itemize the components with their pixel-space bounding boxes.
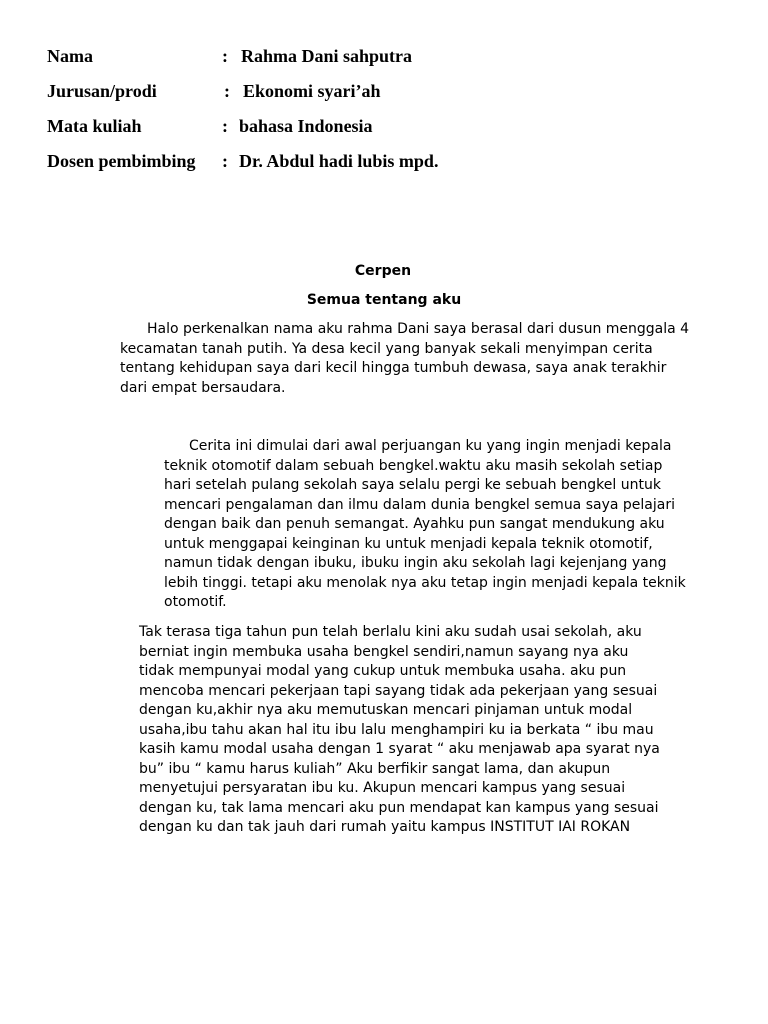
- paragraph-line: tentang kehidupan saya dari kecil hingga tumbuh dewasa, saya anak terakhir: [120, 360, 667, 376]
- paragraph-line: dengan ku, tak lama mencari aku pun mendapat kan kampus yang sesuai: [139, 799, 659, 816]
- paragraph-line: untuk menggapai keinginan ku untuk menjadi kepala teknik otomotif,: [164, 535, 653, 552]
- story-paragraph-3: [139, 623, 739, 838]
- paragraph-line: dari empat bersaudara.: [120, 379, 286, 396]
- header-row-nama: [47, 45, 413, 67]
- header-colon: :: [222, 46, 228, 66]
- paragraph-line: hari setelah pulang sekolah saya selalu pergi ke sebuah bengkel untuk: [164, 477, 661, 493]
- header-row-dosen-pembimbing: [47, 150, 439, 172]
- paragraph-line: dengan baik dan penuh semangat. Ayahku pun sangat mendukung aku: [164, 516, 665, 532]
- paragraph-line: kasih kamu modal usaha dengan 1 syarat “ aku menjawab apa syarat nya: [139, 741, 660, 757]
- paragraph-line: mencari pengalaman dan ilmu dalam dunia bengkel semua saya pelajari: [164, 496, 675, 513]
- header-label-dosen-pembimbing: Dosen pembimbing: [47, 151, 196, 171]
- header-colon: :: [222, 116, 228, 136]
- paragraph-line: bu” ibu “ kamu harus kuliah” Aku berfikir sangat lama, dan akupun: [139, 760, 611, 777]
- header-value-jurusan: Ekonomi syari’ah: [243, 81, 381, 101]
- story-genre-label: Cerpen: [354, 263, 412, 279]
- paragraph-line: dengan ku,akhir nya aku memutuskan mencari pinjaman untuk modal: [139, 702, 633, 718]
- header-value-mata-kuliah: bahasa Indonesia: [239, 116, 373, 136]
- paragraph-line: Cerita ini dimulai dari awal perjuangan ku yang ingin menjadi kepala: [189, 438, 672, 454]
- story-paragraph-1: [93, 320, 733, 398]
- paragraph-line: Halo perkenalkan nama aku rahma Dani saya berasal dari dusun menggala 4: [147, 321, 690, 337]
- header-colon: :: [224, 81, 230, 101]
- paragraph-line: teknik otomotif dalam sebuah bengkel.waktu aku masih sekolah setiap: [164, 457, 663, 474]
- header-row-mata-kuliah: [47, 115, 373, 137]
- paragraph-line: menyetujui persyaratan ibu ku. Akupun mencari kampus yang sesuai: [139, 780, 626, 796]
- paragraph-line: usaha,ibu tahu akan hal itu ibu lalu menghampiri ku ia berkata “ ibu mau: [139, 721, 654, 738]
- header-label-mata-kuliah: Mata kuliah: [47, 116, 142, 136]
- header-label-jurusan: Jurusan/prodi: [47, 81, 157, 101]
- header-colon: :: [222, 151, 228, 171]
- paragraph-line: lebih tinggi. tetapi aku menolak nya aku tetap ingin menjadi kepala teknik: [164, 574, 686, 591]
- paragraph-line: otomotif.: [164, 594, 227, 610]
- story-title: Semua tentang aku: [306, 292, 462, 308]
- paragraph-line: namun tidak dengan ibuku, ibuku ingin aku sekolah lagi kejenjang yang: [164, 555, 667, 571]
- header-value-dosen-pembimbing: Dr. Abdul hadi lubis mpd.: [239, 151, 439, 171]
- paragraph-line: mencoba mencari pekerjaan tapi sayang tidak ada pekerjaan yang sesuai: [139, 682, 658, 699]
- header-row-jurusan: [47, 80, 381, 102]
- paragraph-line: kecamatan tanah putih. Ya desa kecil yang banyak sekali menyimpan cerita: [120, 340, 653, 357]
- paragraph-line: berniat ingin membuka usaha bengkel sendiri,namun sayang nya aku: [139, 643, 629, 660]
- story-paragraph-2: [139, 437, 739, 613]
- header-label-nama: Nama: [47, 46, 93, 66]
- paragraph-line: Tak terasa tiga tahun pun telah berlalu kini aku sudah usai sekolah, aku: [139, 624, 642, 640]
- paragraph-line: tidak mempunyai modal yang cukup untuk membuka usaha. aku pun: [139, 663, 627, 679]
- paragraph-line: dengan ku dan tak jauh dari rumah yaitu kampus INSTITUT IAI ROKAN: [139, 819, 631, 835]
- header-value-nama: Rahma Dani sahputra: [241, 46, 413, 66]
